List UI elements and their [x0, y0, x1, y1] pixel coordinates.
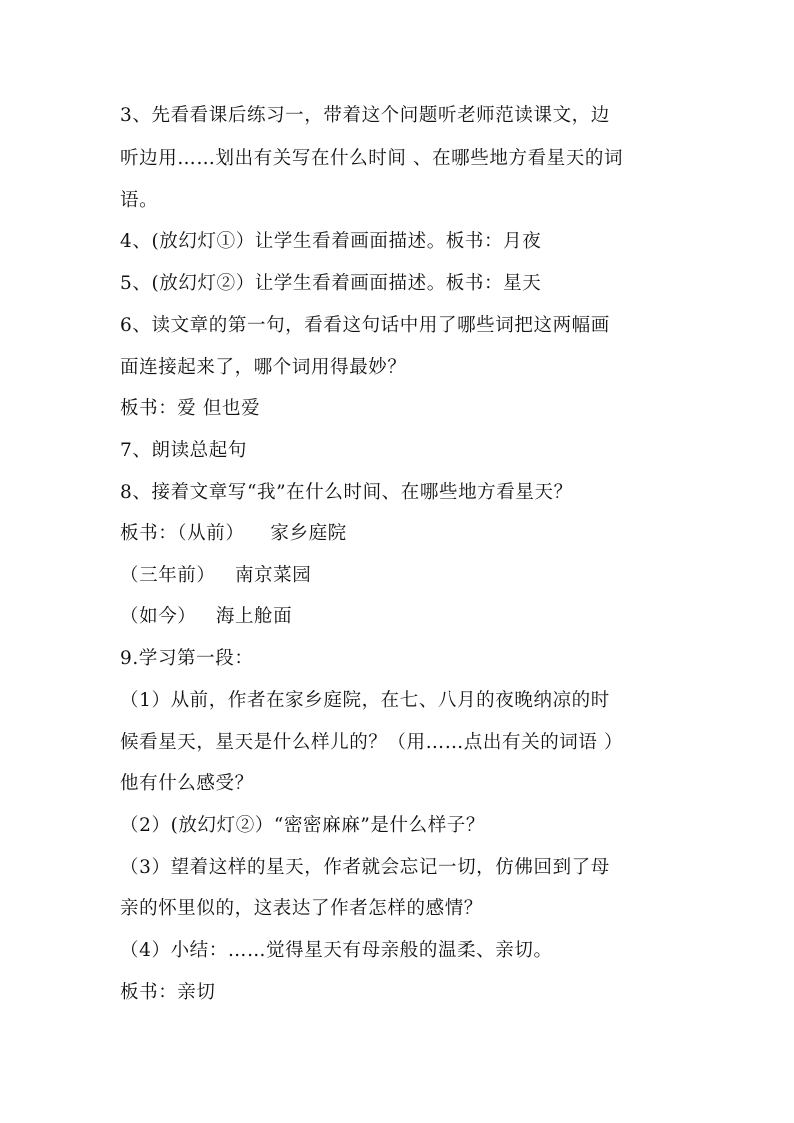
text-line: 4、(放幻灯①）让学生看着画面描述。板书：月夜 — [120, 231, 542, 252]
text-line: 7、朗读总起句 — [120, 440, 247, 461]
text-line: （1）从前，作者在家乡庭院，在七、八月的夜晚纳凉的时 — [120, 690, 610, 711]
text-line: 板书：爱 但也爱 — [120, 398, 261, 419]
text-line: 亲的怀里似的，这表达了作者怎样的感情？ — [120, 898, 483, 919]
text-line: 候看星天，星天是什么样儿的？（用……点出有关的词语 ） — [120, 732, 624, 753]
text-line: （2）(放幻灯②）“密密麻麻”是什么样子？ — [120, 815, 486, 836]
text-line: （如今） 海上舱面 — [120, 606, 293, 627]
text-line: 6、读文章的第一句，看看这句话中用了哪些词把这两幅画 — [120, 315, 610, 336]
text-line: 他有什么感受？ — [120, 773, 254, 794]
text-line: （4）小结：……觉得星天有母亲般的温柔、亲切。 — [120, 940, 553, 961]
text-line: 听边用……划出有关写在什么时间 、在哪些地方看星天的词 — [120, 148, 624, 169]
text-line: 板书：（从前） 家乡庭院 — [120, 523, 347, 544]
text-line: 3、先看看课后练习一，带着这个问题听老师范读课文，边 — [120, 105, 610, 126]
text-line: 面连接起来了，哪个词用得最妙？ — [120, 357, 407, 378]
text-line: 语。 — [120, 190, 159, 211]
text-line: 5、(放幻灯②）让学生看着画面描述。板书：星天 — [120, 273, 542, 294]
text-line: 板书：亲切 — [120, 982, 216, 1003]
text-line: 9.学习第一段： — [120, 648, 254, 669]
text-line: （3）望着这样的星天，作者就会忘记一切，仿佛回到了母 — [120, 857, 610, 878]
text-line: （三年前） 南京菜园 — [120, 565, 312, 586]
text-line: 8、接着文章写“我”在什么时间、在哪些地方看星天？ — [120, 482, 573, 503]
